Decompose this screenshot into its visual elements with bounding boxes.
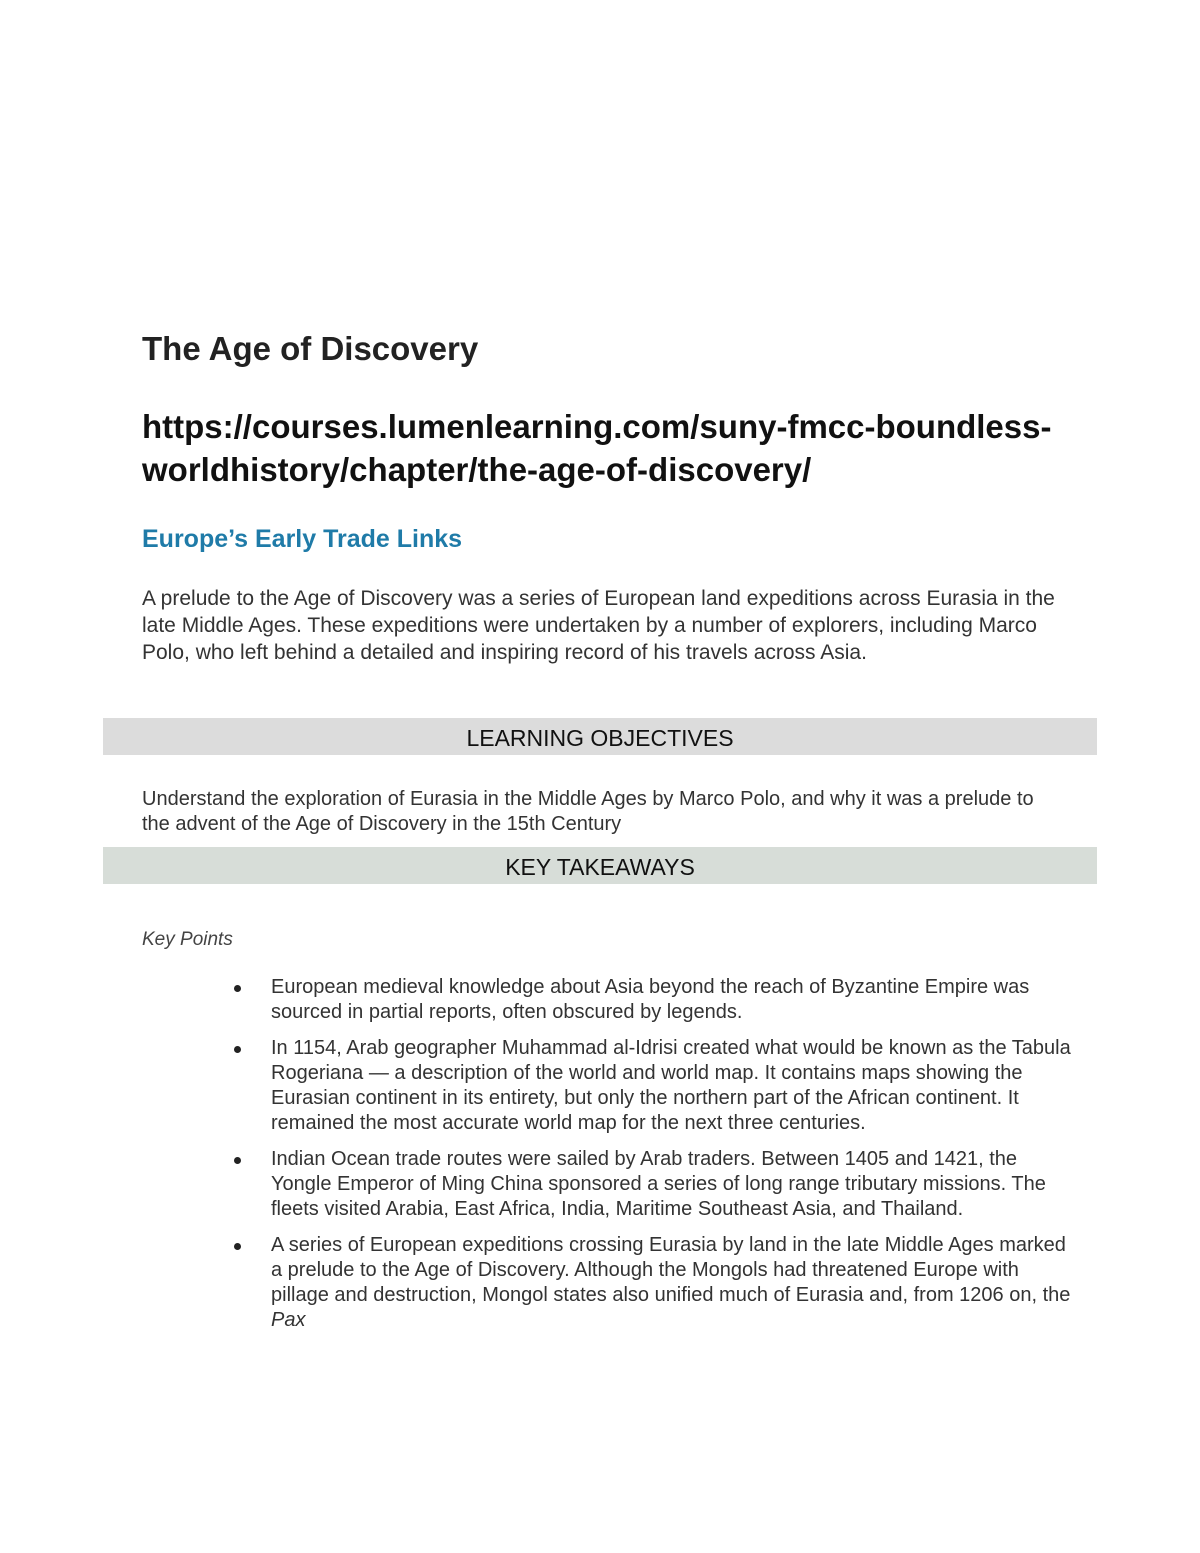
document-title: The Age of Discovery <box>142 330 479 367</box>
list-item <box>228 1233 1078 1333</box>
key-takeaways-label: KEY TAKEAWAYS <box>505 854 695 880</box>
bullet-icon <box>234 1157 241 1164</box>
key-points-list <box>228 975 1078 1344</box>
learning-objectives-band <box>103 718 1097 755</box>
list-item-text: In 1154, Arab geographer Muhammad al-Idrisi created what would be known as the Tabula Rogeriana — a description of the world and world map. It contains maps showing the Eurasian continent in its entirety, but only the northern part of the African continent. It remained the most accurate world map for the next three centuries. <box>271 1037 1071 1134</box>
bullet-icon <box>234 985 241 992</box>
bullet-icon <box>234 1243 241 1250</box>
list-item <box>228 1036 1078 1136</box>
list-item <box>228 975 1078 1025</box>
section-heading: Europe’s Early Trade Links <box>142 525 463 553</box>
bullet-icon <box>234 1046 241 1053</box>
list-item-text: Indian Ocean trade routes were sailed by Arab traders. Between 1405 and 1421, the Yongle Emperor of Ming China sponsored a series of long range tributary missions. The fleets visited Arabia, East Africa, India, Maritime Southeast Asia, and Thailand. <box>271 1148 1046 1220</box>
list-item-text: A series of European expeditions crossing Eurasia by land in the late Middle Ages marked a prelude to the Age of Discovery. Although the Mongols had threatened Europe with pillage and destruction, Mongol states also unified much of Eurasia and, from 1206 on, the <box>271 1234 1071 1306</box>
source-url: https://courses.lumenlearning.com/suny-fmcc-boundless-worldhistory/chapter/the-age-of-discovery/ <box>142 408 1052 488</box>
list-item-italic-text: Pax <box>271 1309 306 1331</box>
key-takeaways-band <box>103 847 1097 884</box>
intro-paragraph: A prelude to the Age of Discovery was a series of European land expeditions across Eurasia in the late Middle Ages. These expeditions were undertaken by a number of explorers, including Marco Polo, who left behind a detailed and inspiring record of his travels across Asia. <box>142 587 1055 664</box>
learning-objective-text: Understand the exploration of Eurasia in the Middle Ages by Marco Polo, and why it was a prelude to the advent of the Age of Discovery in the 15th Century <box>142 788 1034 835</box>
list-item <box>228 1147 1078 1222</box>
list-item-text: European medieval knowledge about Asia beyond the reach of Byzantine Empire was sourced in partial reports, often obscured by legends. <box>271 976 1030 1023</box>
key-points-label: Key Points <box>142 929 233 950</box>
learning-objectives-label: LEARNING OBJECTIVES <box>466 725 734 751</box>
